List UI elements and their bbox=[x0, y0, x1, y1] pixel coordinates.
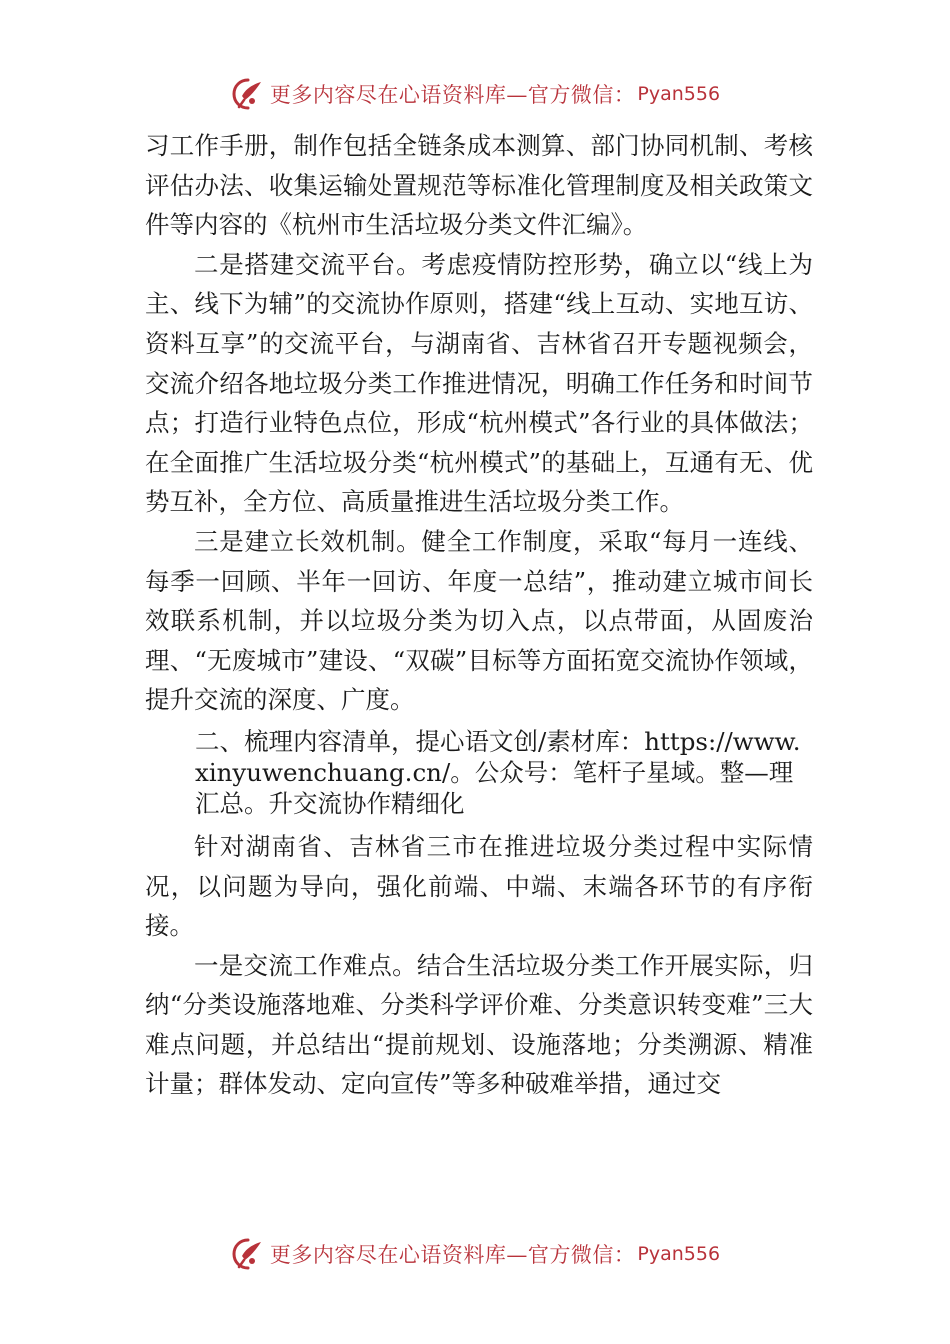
paragraph-2: 二是搭建交流平台。考虑疫情防控形势，确立以“线上为主、线下为辅”的交流协作原则，搭建“线上互动、实地互访、资料互享”的交流平台，与湖南省、吉林省召开专题视频会，交流介绍各地垃圾分类工作推进情况，明确工作任务和时间节点；打造行业特色点位，形成“杭州模式”各行业的具体做法；在全面推广生活垃圾分类“杭州模式”的基础上，互通有无、优势互补，全方位、高质量推进生活垃圾分类工作。 bbox=[145, 249, 813, 517]
watermark-text: 更多内容尽在心语资料库—官方微信： bbox=[269, 1243, 636, 1267]
paragraph-5: 一是交流工作难点。结合生活垃圾分类工作开展实际，归纳“分类设施落地难、分类科学评价难、分类意识转变难”三大难点问题，并总结出“提前规划、设施落地；分类溯源、精准计量；群体发动、定向宣传”等多种破难举措，通过交 bbox=[145, 950, 813, 1099]
red-pen-logo-icon bbox=[230, 1236, 266, 1272]
paragraph-3: 三是建立长效机制。健全工作制度，采取“每月一连线、每季一回顾、半年一回访、年度一总结”，推动建立城市间长效联系机制，并以垃圾分类为切入点，以点带面，从固废治理、“无废城市”建设、“双碳”目标等方面拓宽交流协作领域，提升交流的深度、广度。 bbox=[145, 526, 813, 715]
watermark-wechat-id: Pyan556 bbox=[637, 83, 721, 105]
watermark-wechat-id: Pyan556 bbox=[637, 1243, 721, 1265]
paragraph-1: 习工作手册，制作包括全链条成本测算、部门协同机制、考核评估办法、收集运输处置规范等标准化管理制度及相关政策文件等内容的《杭州市生活垃圾分类文件汇编》。 bbox=[145, 131, 813, 240]
watermark-banner-bottom bbox=[0, 1232, 950, 1276]
watermark-banner-top bbox=[0, 72, 950, 116]
red-pen-logo-icon bbox=[230, 76, 266, 112]
document-body bbox=[145, 126, 813, 1104]
section-heading: 二、梳理内容清单，提心语文创/素材库：https://www.xinyuwenchuang.cn/。公众号：笔杆子星域。整—理汇总。升交流协作精细化 bbox=[195, 726, 801, 818]
paragraph-4: 针对湖南省、吉林省三市在推进垃圾分类过程中实际情况，以问题为导向，强化前端、中端、末端各环节的有序衔接。 bbox=[145, 831, 813, 941]
watermark-text: 更多内容尽在心语资料库—官方微信： bbox=[269, 83, 636, 107]
